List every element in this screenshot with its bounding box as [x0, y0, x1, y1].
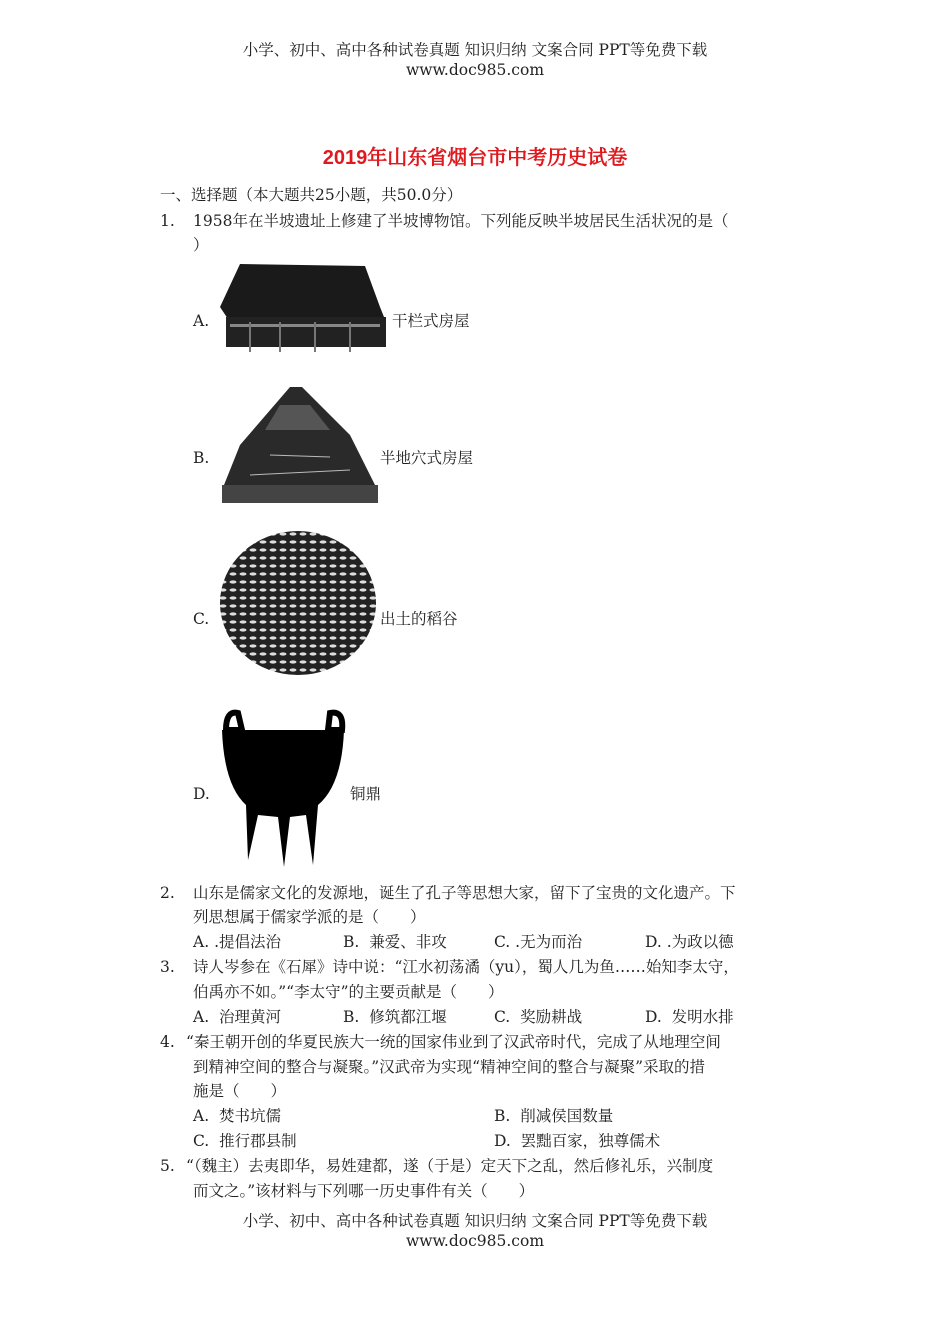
- option-letter: D.: [645, 1008, 662, 1026]
- option-c[interactable]: [494, 932, 582, 952]
- question-number: 4.: [160, 1033, 175, 1051]
- option-letter: A.: [193, 1107, 210, 1125]
- option-text: 推行郡县制: [219, 1132, 297, 1150]
- option-letter: C.: [494, 1008, 511, 1026]
- option-text: .提倡法治: [214, 933, 281, 951]
- option-text: 铜鼎: [350, 785, 382, 803]
- question-text: 到精神空间的整合与凝聚。”汉武帝为实现“精神空间的整合与凝聚”采取的措: [193, 1058, 706, 1076]
- option-text: 半地穴式房屋: [380, 449, 474, 467]
- section-heading: 一、选择题（本大题共25小题，共50.0分）: [160, 186, 463, 204]
- question-text: “秦王朝开创的华夏民族大一统的国家伟业到了汉武帝时代，完成了从地理空间: [186, 1033, 721, 1051]
- option-letter: B.: [494, 1107, 511, 1125]
- option-text: 奖励耕战: [520, 1008, 583, 1026]
- question-text: 伯禹亦不如。”“李太守”的主要贡献是（ ）: [193, 983, 504, 1001]
- question-text: “（魏主）去夷即华，易姓建都，遂（于是）定天下之乱，然后修礼乐，兴制度: [186, 1157, 714, 1175]
- footer-url[interactable]: www.doc985.com: [405, 1232, 545, 1250]
- bronze-ding-image: [218, 705, 348, 867]
- option-letter: C.: [193, 610, 210, 628]
- option-d[interactable]: [494, 1131, 660, 1151]
- option-text: .为政以德: [666, 933, 734, 951]
- option-letter: D.: [494, 1132, 511, 1150]
- question-text: 诗人岑参在《石犀》诗中说：“江水初荡潏（yu），蜀人几为鱼……始知李太守，: [193, 958, 739, 976]
- question-text: 施是（ ）: [193, 1082, 287, 1100]
- page-title: 2019年山东省烟台市中考历史试卷: [322, 147, 628, 169]
- option-b[interactable]: [494, 1106, 613, 1126]
- option-text: 修筑都江堰: [369, 1008, 447, 1026]
- option-text: 出土的稻谷: [380, 610, 458, 628]
- option-letter: A.: [193, 933, 210, 951]
- option-letter: B.: [343, 1008, 360, 1026]
- option-letter: B.: [193, 449, 210, 467]
- option-c[interactable]: [494, 1007, 582, 1027]
- option-text: .无为而治: [515, 933, 583, 951]
- semi-pit-house-image: [220, 385, 380, 511]
- question-text: 1958年在半坡遗址上修建了半坡博物馆。下列能反映半坡居民生活状况的是（: [193, 212, 729, 230]
- option-letter: A.: [193, 312, 210, 330]
- rice-grains-image: [218, 530, 378, 676]
- option-d[interactable]: [645, 932, 734, 952]
- option-letter: A.: [193, 1008, 210, 1026]
- footer-text: 小学、初中、高中各种试卷真题 知识归纳 文案合同 PPT等免费下载: [242, 1212, 708, 1230]
- question-text: 山东是儒家文化的发源地，诞生了孔子等思想大家，留下了宝贵的文化遗产。下: [193, 884, 736, 902]
- option-a[interactable]: [193, 932, 281, 952]
- option-text: 干栏式房屋: [392, 312, 470, 330]
- option-a[interactable]: [193, 1007, 281, 1027]
- option-text: 发明水排: [671, 1008, 734, 1026]
- question-number: 1.: [160, 212, 175, 230]
- stilt-house-image: [220, 262, 388, 354]
- question-number: 5.: [160, 1157, 175, 1175]
- option-text: 兼爱、非攻: [369, 933, 447, 951]
- question-text: 而文之。”该材料与下列哪一历史事件有关（ ）: [193, 1182, 535, 1200]
- option-letter: C.: [494, 933, 511, 951]
- option-text: 罢黜百家，独尊儒术: [520, 1132, 661, 1150]
- option-d[interactable]: [645, 1007, 734, 1027]
- option-b[interactable]: [343, 1007, 447, 1027]
- question-text: 列思想属于儒家学派的是（ ）: [193, 908, 426, 926]
- option-text: 治理黄河: [218, 1008, 281, 1026]
- question-text: ）: [193, 236, 209, 254]
- option-letter: D.: [193, 785, 210, 803]
- option-letter: D.: [645, 933, 662, 951]
- option-letter: C.: [193, 1132, 210, 1150]
- header-text: 小学、初中、高中各种试卷真题 知识归纳 文案合同 PPT等免费下载: [242, 41, 708, 59]
- option-letter: B.: [343, 933, 360, 951]
- option-text: 削减侯国数量: [520, 1107, 614, 1125]
- option-b[interactable]: [343, 932, 447, 952]
- question-number: 2.: [160, 884, 175, 902]
- option-a[interactable]: [193, 1106, 281, 1126]
- header-url[interactable]: www.doc985.com: [405, 61, 545, 79]
- question-number: 3.: [160, 958, 175, 976]
- option-c[interactable]: [193, 1131, 297, 1151]
- option-text: 焚书坑儒: [218, 1107, 281, 1125]
